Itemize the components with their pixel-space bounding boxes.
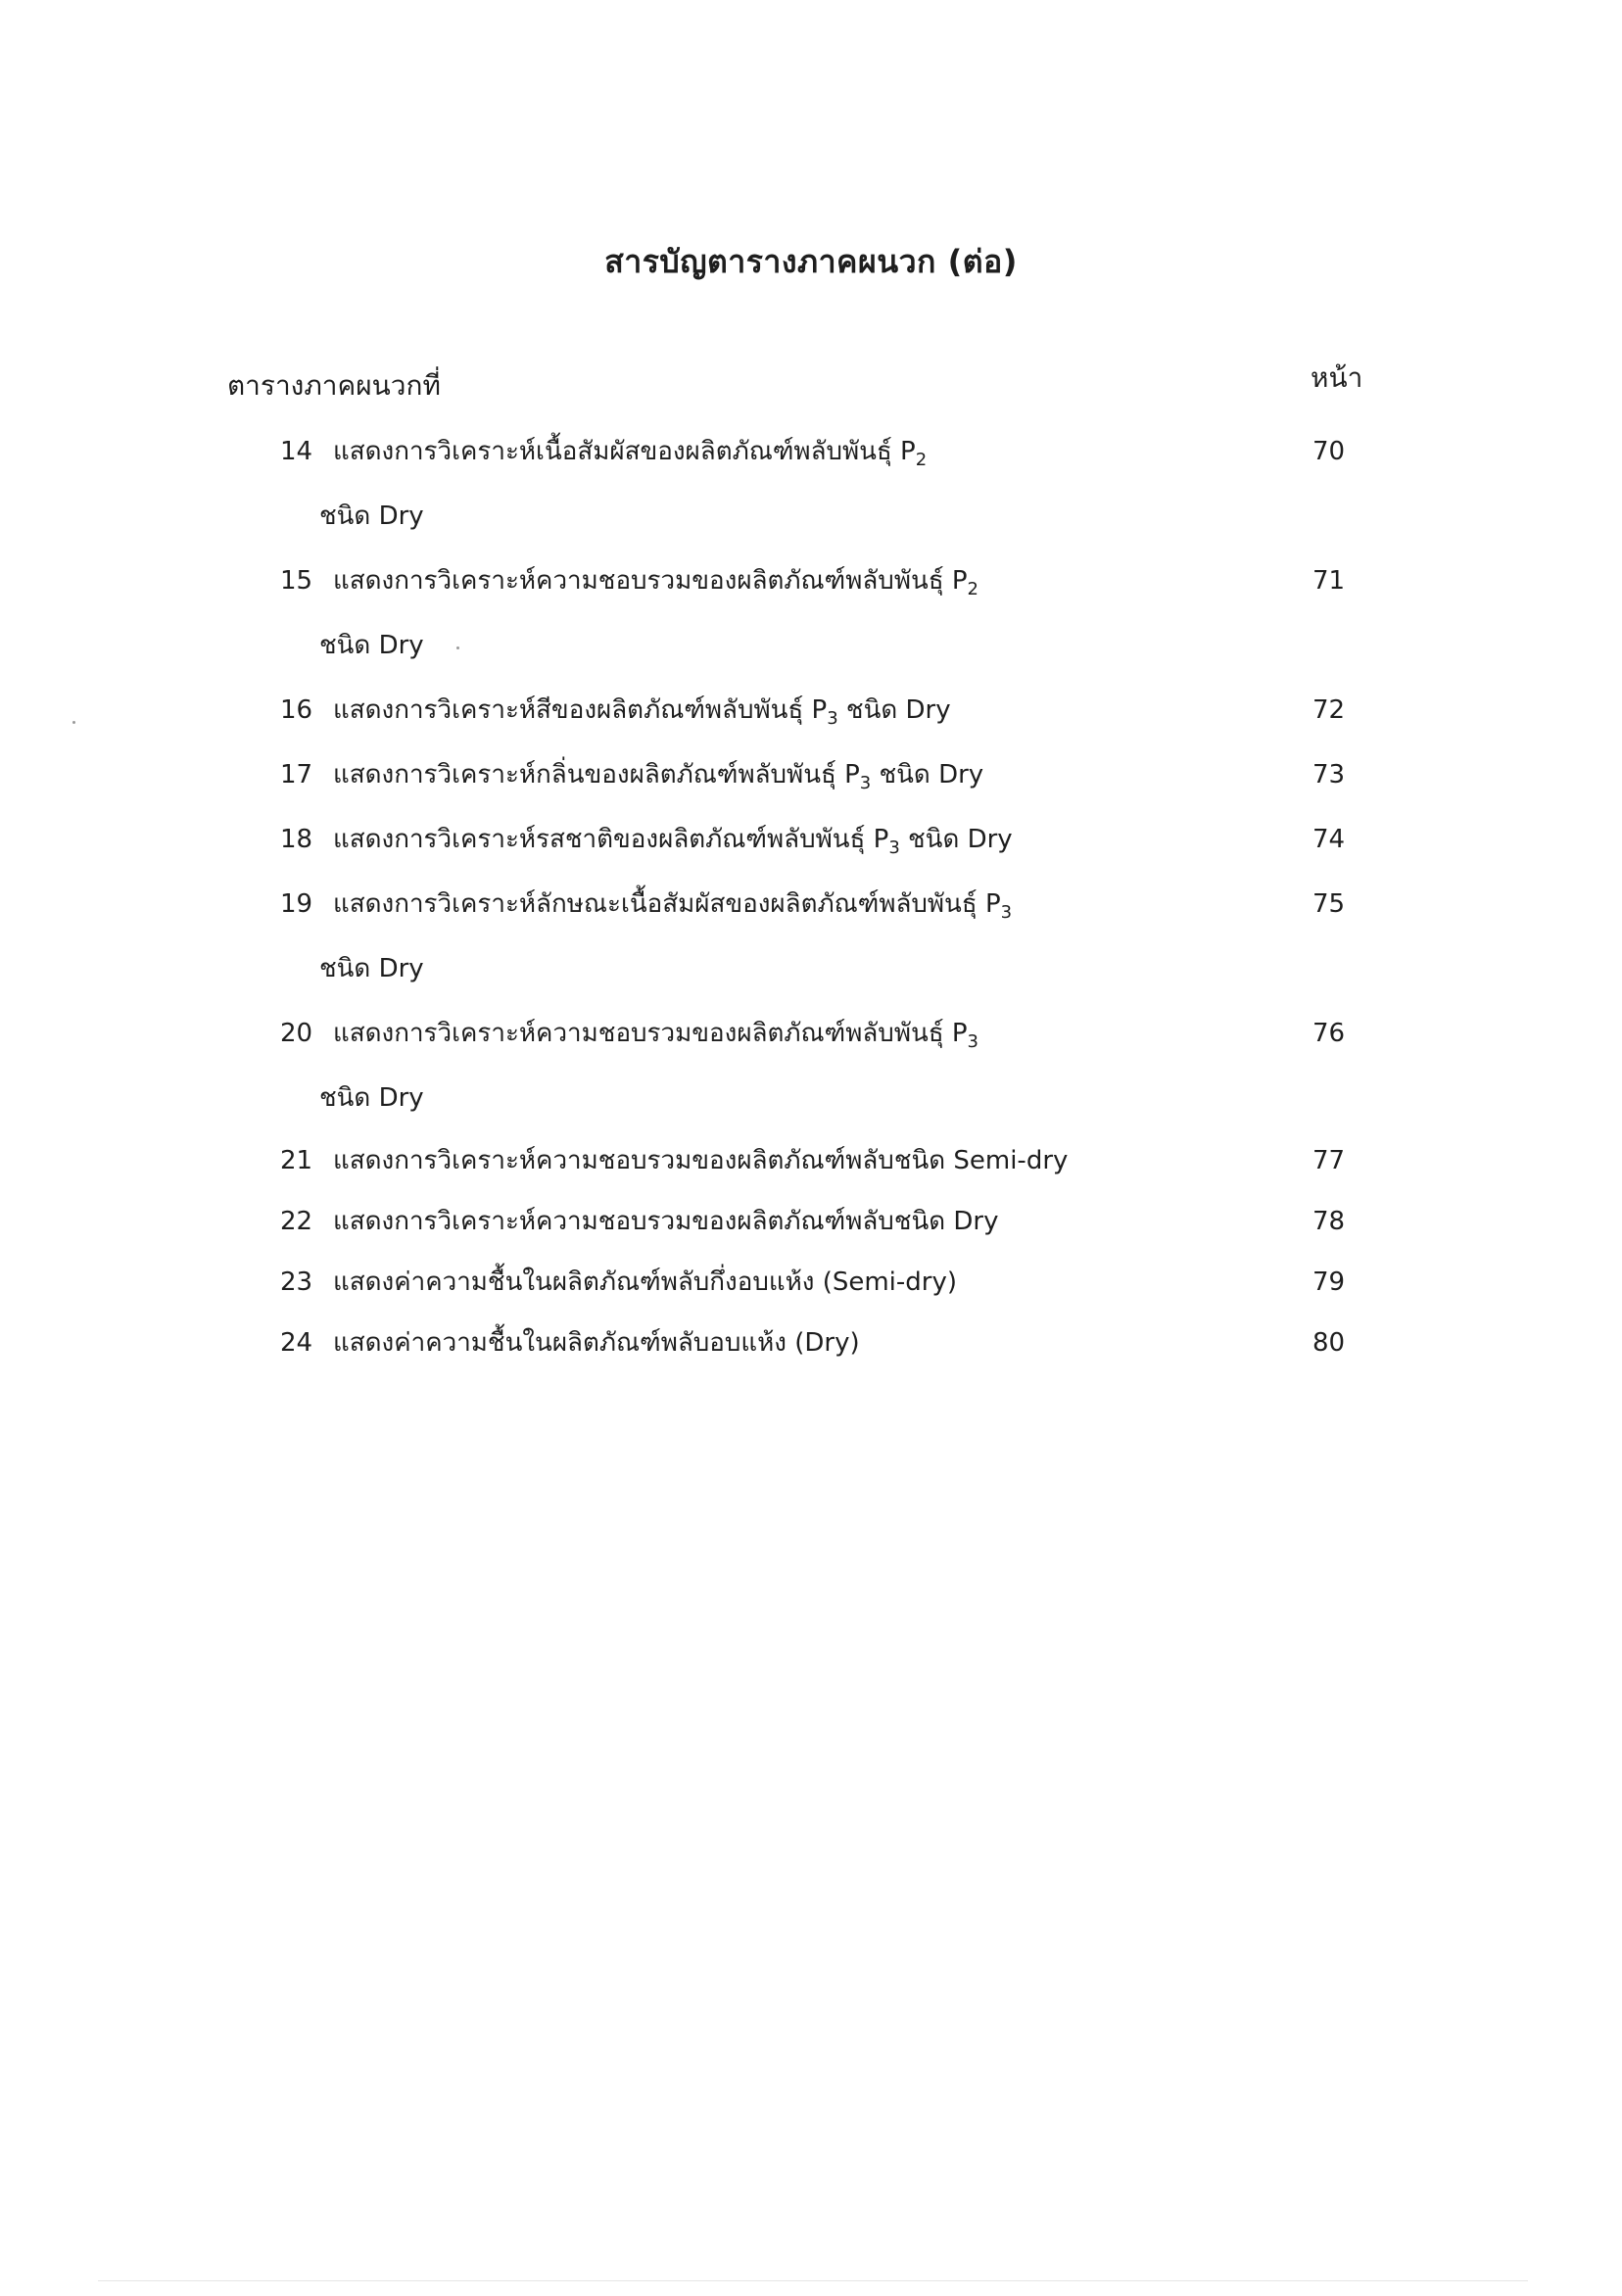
entry-page: 70 — [1312, 437, 1346, 466]
entry-title: แสดงการวิเคราะห์กลิ่นของผลิตภัณฑ์พลับพันธุ์ $P_3$ ชนิด Dry — [333, 760, 984, 793]
entry-number: 23 — [280, 1268, 313, 1297]
entry-number: 19 — [280, 889, 313, 919]
entry-page: 77 — [1312, 1146, 1346, 1175]
entry-page: 78 — [1312, 1207, 1346, 1236]
entry-title: แสดงค่าความชื้นในผลิตภัณฑ์พลับอบแห้ง (Dry) — [333, 1328, 860, 1358]
entry-number: 22 — [280, 1207, 313, 1236]
entry-page: 76 — [1312, 1019, 1346, 1048]
entry-title: แสดงการวิเคราะห์ความชอบรวมของผลิตภัณฑ์พลับชนิด Semi-dry — [333, 1146, 1069, 1175]
entry-page: 75 — [1312, 889, 1346, 919]
column-header-page: หน้า — [1311, 361, 1363, 394]
toc-entry — [0, 807, 1622, 872]
toc-entry — [0, 1130, 1622, 1191]
entry-page: 72 — [1312, 695, 1346, 725]
toc-entry — [0, 1252, 1622, 1313]
entry-page: 73 — [1312, 760, 1346, 789]
entry-continuation: ชนิด Dry — [319, 954, 424, 983]
entry-number: 17 — [280, 760, 313, 789]
entry-title: แสดงการวิเคราะห์ความชอบรวมของผลิตภัณฑ์พลับชนิด Dry — [333, 1207, 999, 1236]
toc-entry — [0, 419, 1622, 549]
entry-number: 15 — [280, 566, 313, 596]
scan-edge-line — [98, 2280, 1528, 2281]
entry-number: 16 — [280, 695, 313, 725]
entry-number: 20 — [280, 1019, 313, 1048]
toc-entry — [0, 1191, 1622, 1252]
entry-continuation: ชนิด Dry — [319, 1083, 424, 1113]
toc-entry — [0, 1001, 1622, 1130]
entry-title: แสดงการวิเคราะห์สีของผลิตภัณฑ์พลับพันธุ์ $P_3$ ชนิด Dry — [333, 695, 951, 729]
scan-speck — [72, 721, 75, 724]
entry-number: 18 — [280, 825, 313, 854]
column-header-table-number: ตารางภาคผนวกที่ — [227, 369, 441, 402]
entry-title: แสดงการวิเคราะห์เนื้อสัมผัสของผลิตภัณฑ์พลับพันธุ์ $P_2$ — [333, 437, 928, 470]
toc-entry — [0, 742, 1622, 807]
entry-page: 79 — [1312, 1268, 1346, 1297]
toc-entries — [0, 419, 1622, 1373]
toc-entry — [0, 549, 1622, 678]
entry-page: 74 — [1312, 825, 1346, 854]
entry-page: 80 — [1312, 1328, 1346, 1358]
scan-speck — [456, 646, 459, 649]
entry-continuation: ชนิด Dry — [319, 631, 424, 660]
entry-title: แสดงค่าความชื้นในผลิตภัณฑ์พลับกึ่งอบแห้ง (Semi-dry) — [333, 1268, 957, 1297]
entry-number: 21 — [280, 1146, 313, 1175]
entry-title: แสดงการวิเคราะห์รสชาติของผลิตภัณฑ์พลับพันธุ์ $P_3$ ชนิด Dry — [333, 825, 1013, 858]
entry-number: 14 — [280, 437, 313, 466]
entry-continuation: ชนิด Dry — [319, 502, 424, 531]
entry-number: 24 — [280, 1328, 313, 1358]
page-title: สารบัญตารางภาคผนวก (ต่อ) — [604, 243, 1018, 280]
entry-title: แสดงการวิเคราะห์ความชอบรวมของผลิตภัณฑ์พลับพันธุ์ $P_2$ — [333, 566, 978, 599]
toc-entry — [0, 872, 1622, 1001]
entry-title: แสดงการวิเคราะห์ความชอบรวมของผลิตภัณฑ์พลับพันธุ์ $P_3$ — [333, 1019, 978, 1052]
entry-title: แสดงการวิเคราะห์ลักษณะเนื้อสัมผัสของผลิตภัณฑ์พลับพันธุ์ $P_3$ — [333, 889, 1013, 923]
toc-entry — [0, 678, 1622, 742]
entry-page: 71 — [1312, 566, 1346, 596]
toc-entry — [0, 1313, 1622, 1373]
